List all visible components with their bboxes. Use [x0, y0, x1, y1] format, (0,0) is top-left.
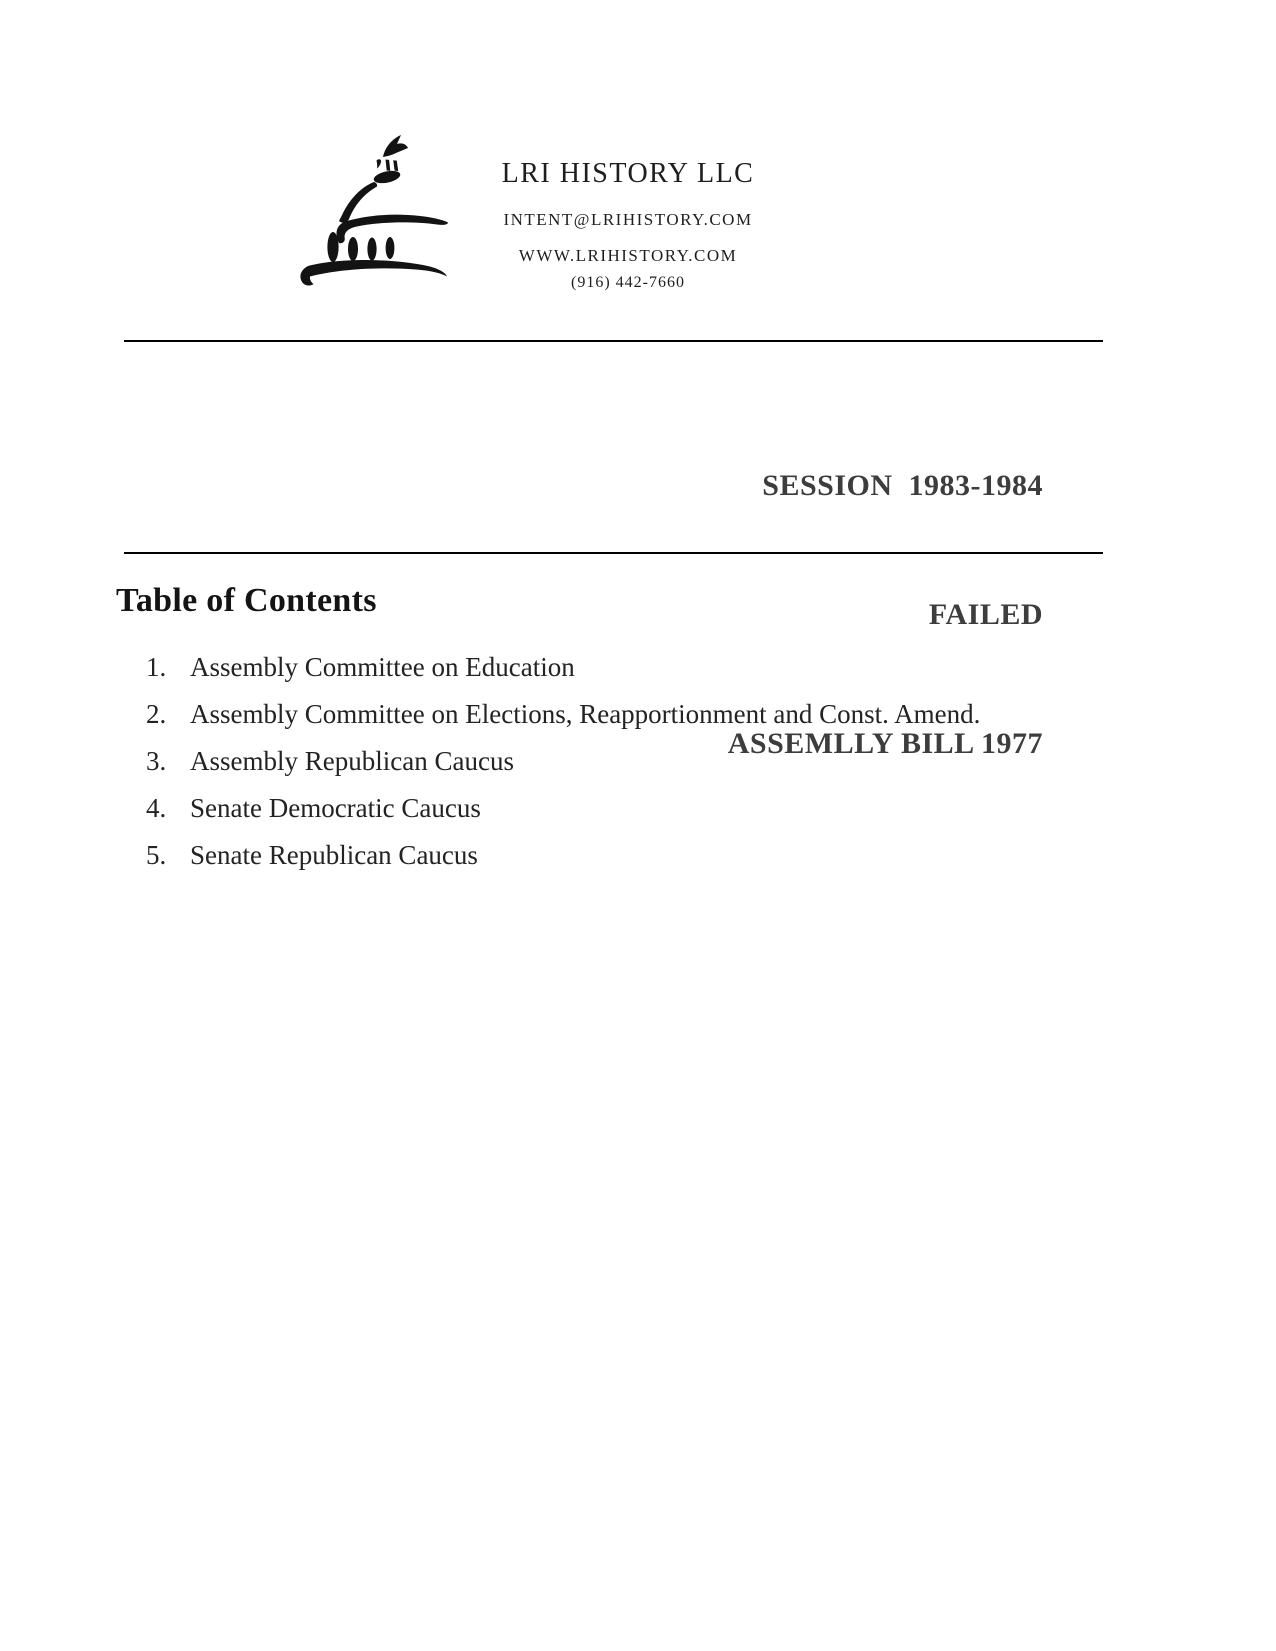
toc-item-number: 2.	[146, 699, 167, 729]
toc-item-number: 3.	[146, 746, 167, 776]
toc-item-label: Assembly Republican Caucus	[190, 746, 514, 776]
toc-item	[146, 793, 980, 840]
toc-item	[146, 652, 980, 699]
session-line: SESSION 1983-1984	[762, 469, 1043, 502]
toc-item-number: 5.	[146, 840, 167, 870]
org-phone: (916) 442-7660	[571, 274, 685, 291]
org-website: WWW.LRIHISTORY.COM	[518, 246, 738, 265]
toc-item	[146, 746, 980, 793]
toc-item-label: Assembly Committee on Education	[190, 652, 575, 682]
toc-item-label: Senate Republican Caucus	[190, 840, 478, 870]
toc-item	[146, 699, 980, 746]
session-status: FAILED	[928, 598, 1043, 631]
toc-item-label: Assembly Committee on Elections, Reapportionment and Const. Amend.	[190, 699, 981, 729]
toc-list	[146, 652, 980, 887]
org-email: INTENT@LRIHISTORY.COM	[503, 210, 753, 229]
toc-item	[146, 840, 980, 887]
toc-item-label: Senate Democratic Caucus	[190, 793, 481, 823]
divider-top	[124, 340, 1103, 342]
org-name: LRI HISTORY LLC	[501, 158, 755, 189]
toc-item-number: 1.	[146, 652, 167, 682]
toc-item-number: 4.	[146, 793, 167, 823]
session-bill-title: ASSEMLLY BILL 1977	[727, 727, 1043, 760]
divider-bottom	[124, 552, 1103, 554]
page-title: Table of Contents	[116, 582, 377, 619]
